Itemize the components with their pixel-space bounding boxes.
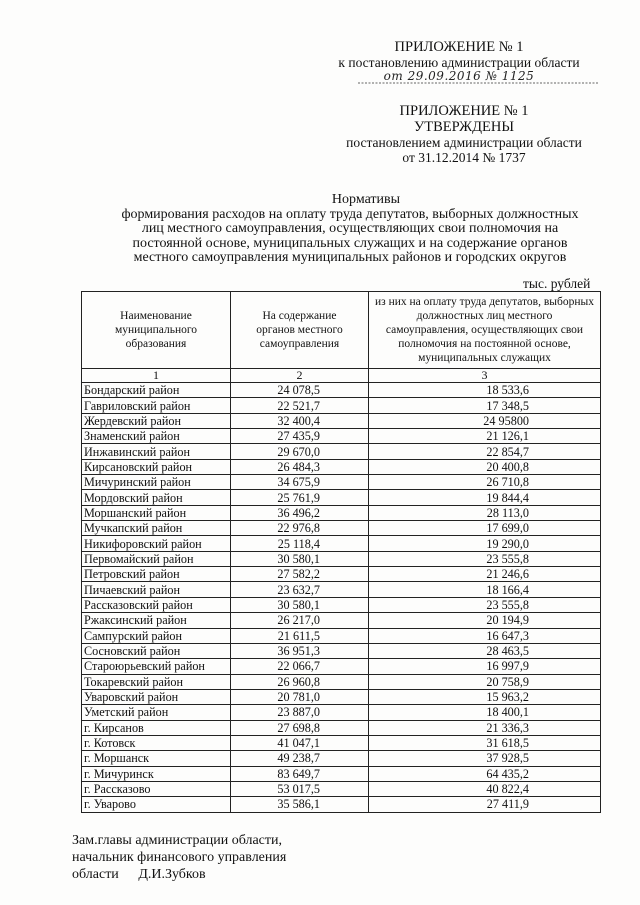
heading-line-5: местного самоуправления муниципальных районов и городских округов (133, 250, 567, 265)
units-label: тыс. рублей (523, 276, 591, 291)
row-salary: 20 194,9 (369, 613, 601, 628)
table-row (82, 766, 601, 781)
row-salary: 27 411,9 (369, 797, 601, 812)
row-name: Токаревский район (82, 674, 231, 689)
row-salary: 17 348,5 (369, 398, 601, 413)
table-row (82, 720, 601, 735)
row-maintenance: 26 484,3 (231, 459, 369, 474)
signature-line-3 (72, 866, 286, 883)
row-maintenance: 36 496,2 (231, 505, 369, 520)
table-row (82, 689, 601, 704)
row-salary: 18 533,6 (369, 383, 601, 398)
table-row (82, 705, 601, 720)
row-maintenance: 49 238,7 (231, 751, 369, 766)
table-row (82, 521, 601, 536)
row-maintenance: 25 761,9 (231, 490, 369, 505)
row-salary: 17 699,0 (369, 521, 601, 536)
row-maintenance: 21 611,5 (231, 628, 369, 643)
row-salary: 64 435,2 (369, 766, 601, 781)
table-row (82, 398, 601, 413)
heading-line-4: постоянной основе, муниципальных служащих и на содержание органов (132, 235, 568, 251)
row-name: Моршанский район (82, 505, 231, 520)
row-name: г. Мичуринск (82, 766, 231, 781)
row-name: г. Кирсанов (82, 720, 231, 735)
table-row (82, 597, 601, 612)
row-maintenance: 22 976,8 (231, 521, 369, 536)
row-salary: 31 618,5 (369, 735, 601, 750)
row-salary: 18 400,1 (369, 705, 601, 720)
row-salary: 21 336,3 (369, 720, 601, 735)
row-maintenance: 23 632,7 (231, 582, 369, 597)
row-name: Мичуринский район (82, 475, 231, 490)
row-name: Староюрьевский район (82, 659, 231, 674)
row-salary: 20 400,8 (369, 459, 601, 474)
signature-name: Д.И.Зубков (138, 867, 206, 882)
table-row (82, 459, 601, 474)
row-maintenance: 35 586,1 (231, 797, 369, 812)
row-salary: 22 854,7 (369, 444, 601, 459)
row-maintenance: 23 887,0 (231, 705, 369, 720)
row-salary: 24 95800 (369, 413, 601, 428)
row-name: Мучкапский район (82, 521, 231, 536)
document-heading (50, 193, 640, 266)
row-name: Никифоровский район (82, 536, 231, 551)
norms-table (81, 291, 601, 813)
row-name: г. Рассказово (82, 781, 231, 796)
row-maintenance: 25 118,4 (231, 536, 369, 551)
row-name: Инжавинский район (82, 444, 231, 459)
row-maintenance: 27 582,2 (231, 567, 369, 582)
row-salary: 40 822,4 (369, 781, 601, 796)
row-maintenance: 32 400,4 (231, 413, 369, 428)
table-row (82, 383, 601, 398)
table-row (82, 567, 601, 582)
row-name: Знаменский район (82, 429, 231, 444)
row-maintenance: 34 675,9 (231, 475, 369, 490)
table-row (82, 674, 601, 689)
row-salary: 26 710,8 (369, 475, 601, 490)
row-salary: 18 166,4 (369, 582, 601, 597)
approved-date: от 31.12.2014 № 1737 (402, 150, 526, 165)
appendix-1-subtitle: к постановлению администрации области (338, 55, 580, 70)
row-salary: 19 844,4 (369, 490, 601, 505)
heading-line-2: формирования расходов на оплату труда депутатов, выборных должностных (121, 206, 579, 222)
row-maintenance: 26 960,8 (231, 674, 369, 689)
approved-by: постановлением администрации области (346, 135, 582, 150)
row-name: Сампурский район (82, 628, 231, 643)
table-row (82, 659, 601, 674)
row-maintenance: 36 951,3 (231, 643, 369, 658)
column-number-3: 3 (369, 369, 601, 383)
row-maintenance: 26 217,0 (231, 613, 369, 628)
table-row (82, 551, 601, 566)
row-name: Бондарский район (82, 383, 231, 398)
signature-region: области (72, 867, 119, 882)
row-maintenance: 41 047,1 (231, 735, 369, 750)
row-name: Пичаевский район (82, 582, 231, 597)
row-maintenance: 27 435,9 (231, 429, 369, 444)
row-name: Первомайский район (82, 551, 231, 566)
table-row (82, 429, 601, 444)
row-salary: 21 126,1 (369, 429, 601, 444)
appendix-2-block (330, 103, 598, 165)
row-maintenance: 30 580,1 (231, 551, 369, 566)
row-salary: 28 463,5 (369, 643, 601, 658)
table-row (82, 475, 601, 490)
row-name: г. Моршанск (82, 751, 231, 766)
row-name: Рассказовский район (82, 597, 231, 612)
row-salary: 23 555,8 (369, 551, 601, 566)
row-maintenance: 29 670,0 (231, 444, 369, 459)
signature-position-1: Зам.главы администрации области, (72, 833, 282, 848)
row-name: Уваровский район (82, 689, 231, 704)
table-row (82, 444, 601, 459)
table-row (82, 582, 601, 597)
row-name: Петровский район (82, 567, 231, 582)
row-salary: 20 758,9 (369, 674, 601, 689)
row-salary: 28 113,0 (369, 505, 601, 520)
table-row (82, 751, 601, 766)
row-name: Уметский район (82, 705, 231, 720)
table-row (82, 505, 601, 520)
appendix-2-title: ПРИЛОЖЕНИЕ № 1 (399, 103, 529, 119)
column-number-2: 2 (231, 369, 369, 383)
handwritten-date-number: от 29.09.2016 № 1125 (383, 69, 535, 83)
signature-position-2: начальник финансового управления (72, 850, 287, 865)
row-maintenance: 22 066,7 (231, 659, 369, 674)
row-name: Гавриловский район (82, 398, 231, 413)
signature-block (72, 832, 286, 883)
row-salary: 23 555,8 (369, 597, 601, 612)
table-row (82, 781, 601, 796)
row-maintenance: 24 078,5 (231, 383, 369, 398)
table-row (82, 735, 601, 750)
row-name: г. Котовск (82, 735, 231, 750)
table-row (82, 536, 601, 551)
handwritten-underline (358, 81, 598, 85)
heading-line-3: лиц местного самоуправления, осуществляющих свои полномочия на (141, 221, 559, 236)
appendix-1-title: ПРИЛОЖЕНИЕ № 1 (394, 39, 524, 55)
row-salary: 21 246,6 (369, 567, 601, 582)
table-row (82, 628, 601, 643)
header-name: Наименование муниципального образования (82, 292, 231, 369)
row-maintenance: 30 580,1 (231, 597, 369, 612)
row-maintenance: 53 017,5 (231, 781, 369, 796)
row-name: Жердевский район (82, 413, 231, 428)
row-maintenance: 20 781,0 (231, 689, 369, 704)
header-salary: из них на оплату труда депутатов, выборных должностных лиц местного самоуправления, осуществляющих свои полномочия на постоянной основе, муниципальных служащих (369, 292, 601, 369)
row-salary: 16 647,3 (369, 628, 601, 643)
column-number-1: 1 (82, 369, 231, 383)
row-maintenance: 27 698,8 (231, 720, 369, 735)
approved-label: УТВЕРЖДЕНЫ (413, 119, 515, 135)
row-salary: 37 928,5 (369, 751, 601, 766)
row-maintenance: 22 521,7 (231, 398, 369, 413)
table-row (82, 797, 601, 812)
appendix-1-block (318, 39, 600, 83)
row-salary: 19 290,0 (369, 536, 601, 551)
row-name: Мордовский район (82, 490, 231, 505)
row-name: г. Уварово (82, 797, 231, 812)
row-maintenance: 83 649,7 (231, 766, 369, 781)
row-name: Кирсановский район (82, 459, 231, 474)
table-row (82, 643, 601, 658)
row-salary: 15 963,2 (369, 689, 601, 704)
heading-line-1: Нормативы (331, 192, 401, 207)
table-row (82, 490, 601, 505)
row-salary: 16 997,9 (369, 659, 601, 674)
row-name: Сосновский район (82, 643, 231, 658)
header-maintenance: На содержание органов местного самоуправления (231, 292, 369, 369)
row-name: Ржаксинский район (82, 613, 231, 628)
table-row (82, 413, 601, 428)
table-row (82, 613, 601, 628)
